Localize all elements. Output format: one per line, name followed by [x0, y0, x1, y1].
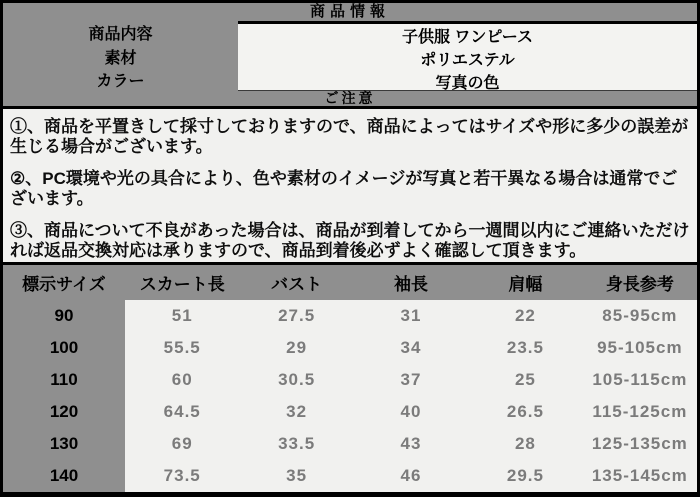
product-info-section [3, 21, 697, 91]
height-ref-cell: 105-115cm [592, 370, 688, 389]
header-cell-skirt-length: スカート長 [139, 275, 225, 294]
bust-cell: 33.5 [278, 434, 316, 453]
height-ref-cell: 115-125cm [592, 402, 688, 421]
sleeve-length-cell: 46 [400, 466, 422, 485]
size-table-row-100 [3, 332, 697, 364]
notice-item-2: ②、PC環境や光の具合により、色や素材のイメージが写真と若干異なる場合は通常でございます。 [10, 169, 678, 208]
size-table [3, 262, 697, 492]
skirt-length-cell: 73.5 [163, 466, 201, 485]
info-label-content: 商品内容 [88, 26, 153, 44]
size-cell: 130 [3, 428, 125, 460]
bust-cell: 27.5 [278, 306, 316, 325]
notice-item-3: ③、商品について不良があった場合は、商品が到着してから一週間以内にご連絡いただければ返品交換対応は承りますので、商品到着後必ずよく確認して頂きます。 [10, 221, 690, 260]
size-table-row-110 [3, 364, 697, 396]
header-cell-bust: バスト [271, 275, 323, 294]
skirt-length-cell: 69 [171, 434, 193, 453]
notice-heading: ご注意 [3, 91, 697, 109]
info-value-material: ポリエステル [420, 52, 515, 69]
size-cell: 100 [3, 332, 125, 364]
sheet-content [3, 3, 697, 492]
bust-cell: 29 [286, 338, 308, 357]
sleeve-length-cell: 43 [400, 434, 422, 453]
skirt-length-cell: 55.5 [163, 338, 201, 357]
info-value-box [238, 21, 697, 91]
info-value-content: 子供服 ワンピース [401, 29, 533, 46]
size-table-row-120 [3, 396, 697, 428]
size-cell: 120 [3, 396, 125, 428]
size-table-row-90 [3, 300, 697, 332]
sleeve-length-cell: 40 [400, 402, 422, 421]
skirt-length-cell: 64.5 [163, 402, 201, 421]
shoulder-width-cell: 23.5 [506, 338, 544, 357]
header-cell-size: 標示サイズ [3, 265, 125, 300]
header-cell-sleeve-length: 袖長 [394, 275, 429, 294]
height-ref-cell: 95-105cm [597, 338, 683, 357]
notice-list [3, 109, 697, 262]
size-cell: 110 [3, 364, 125, 396]
height-ref-cell: 85-95cm [602, 306, 678, 325]
size-table-header-row [3, 265, 697, 300]
notice-item-1: ①、商品を平置きして採寸しておりますので、商品によってはサイズや形に多少の誤差が生じる場合がございます。 [10, 117, 689, 156]
sleeve-length-cell: 37 [400, 370, 422, 389]
bust-cell: 32 [286, 402, 308, 421]
info-label-material: 素材 [104, 49, 137, 67]
info-value-color: 写真の色 [435, 75, 500, 92]
height-ref-cell: 135-145cm [591, 466, 688, 485]
bust-cell: 30.5 [278, 370, 316, 389]
shoulder-width-cell: 28 [514, 434, 536, 453]
shoulder-width-cell: 29.5 [506, 466, 544, 485]
size-table-row-130 [3, 428, 697, 460]
skirt-length-cell: 60 [171, 370, 193, 389]
info-label-color: カラー [96, 72, 145, 90]
header-cell-shoulder-width: 肩幅 [508, 275, 543, 294]
size-cell: 140 [3, 460, 125, 492]
shoulder-width-cell: 25 [514, 370, 536, 389]
sleeve-length-cell: 34 [400, 338, 422, 357]
shoulder-width-cell: 22 [514, 306, 536, 325]
skirt-length-cell: 51 [171, 306, 193, 325]
info-label-column [3, 21, 238, 91]
shoulder-width-cell: 26.5 [506, 402, 544, 421]
size-table-row-140 [3, 460, 697, 492]
sleeve-length-cell: 31 [400, 306, 422, 325]
page-title: 商品情報 [3, 3, 697, 21]
header-cell-height-ref: 身長参考 [605, 275, 674, 294]
bust-cell: 35 [286, 466, 308, 485]
height-ref-cell: 125-135cm [591, 434, 688, 453]
size-cell: 90 [3, 300, 125, 332]
